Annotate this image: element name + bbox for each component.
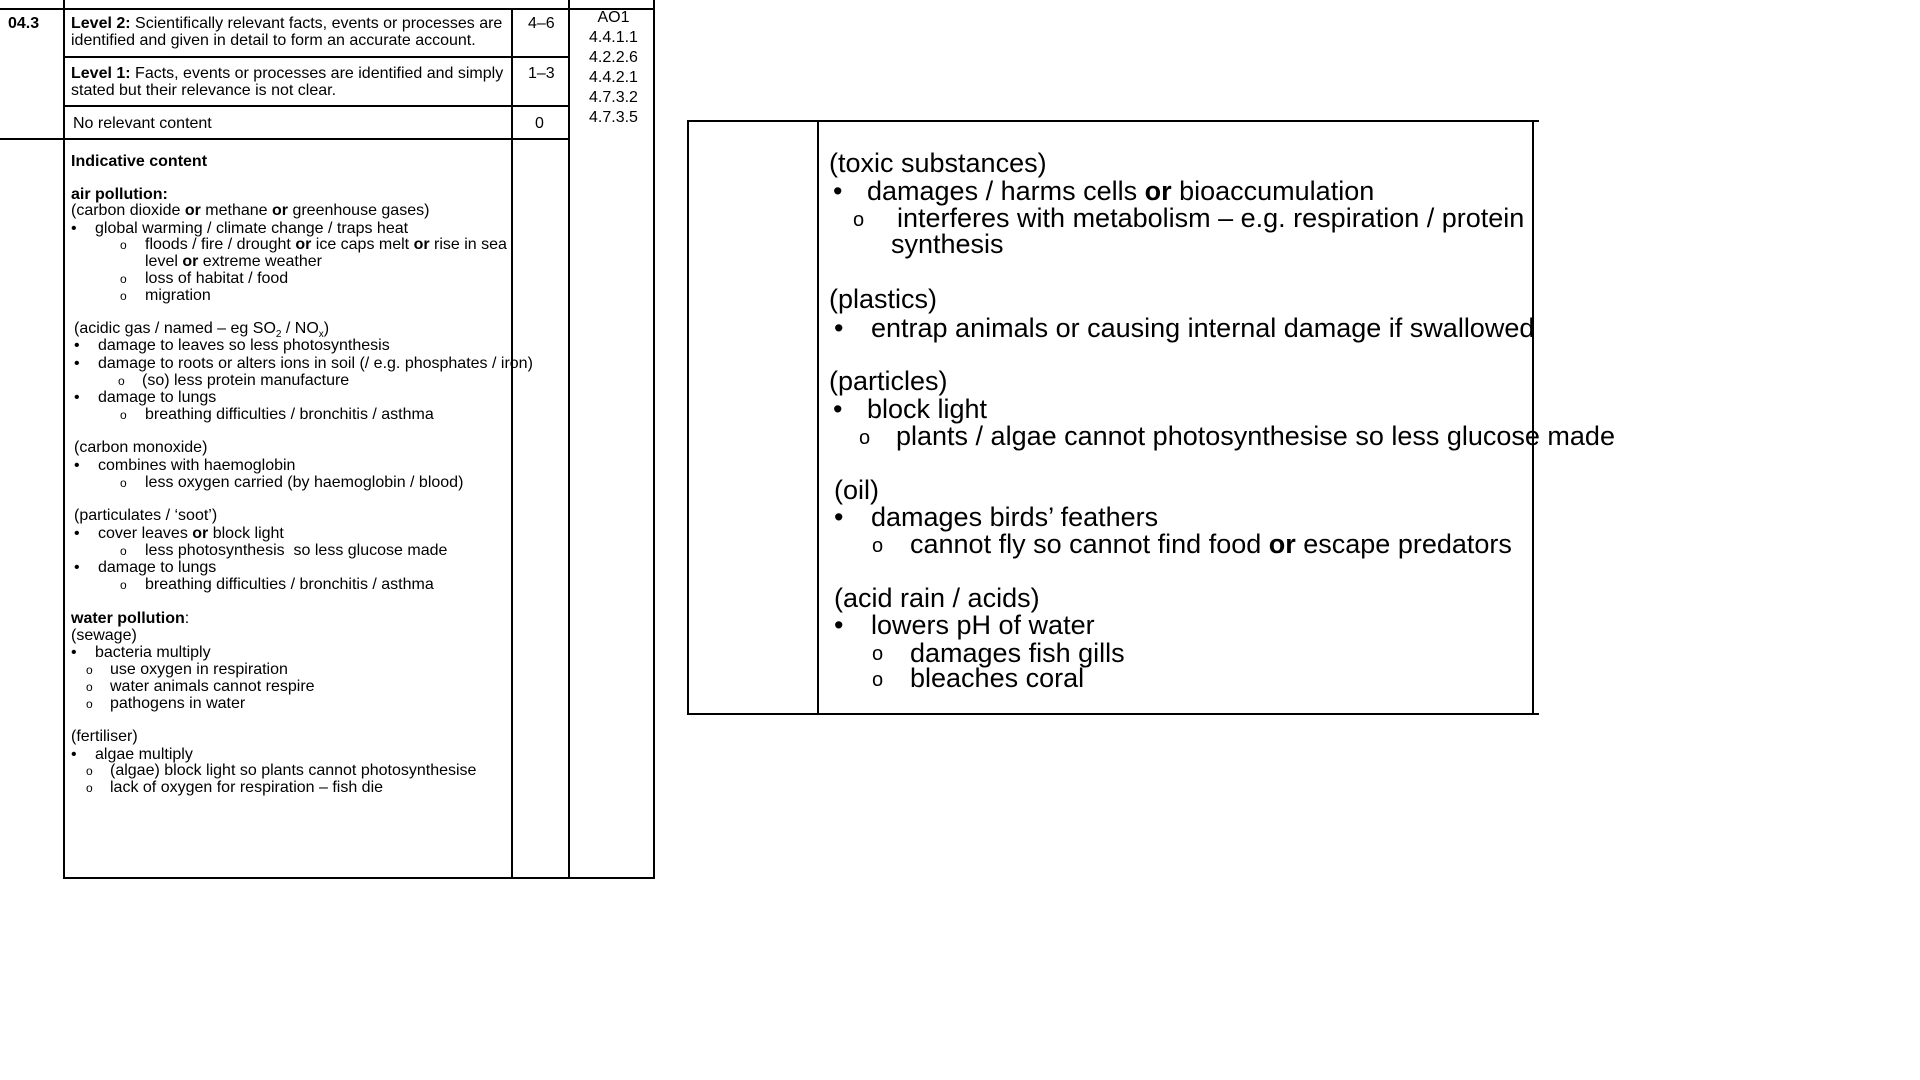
no-relevant-content: No relevant content bbox=[73, 115, 212, 132]
particulates-heading: (particulates / ‘soot’) bbox=[74, 507, 218, 524]
ao-ref: 4.7.3.2 bbox=[589, 89, 638, 106]
hollow-bullet-glyph: o bbox=[853, 209, 865, 231]
bullet-glyph: • bbox=[834, 502, 844, 532]
bullet-glyph: • bbox=[71, 220, 77, 237]
ao-ref: AO1 bbox=[597, 9, 630, 26]
list-item: plants / algae cannot photosynthesise so less glucose made bbox=[896, 421, 1615, 451]
list-item: block light bbox=[867, 394, 988, 424]
level-2-label: Level 2: bbox=[71, 15, 131, 32]
text-part: greenhouse gases) bbox=[288, 202, 430, 219]
hollow-bullet-glyph: o bbox=[120, 578, 127, 592]
text-part: or bbox=[192, 525, 209, 542]
question-number: 04.3 bbox=[8, 15, 40, 32]
list-item: damage to roots or alters ions in soil (/ e.g. phosphates / iron) bbox=[98, 355, 533, 372]
subscript: x bbox=[318, 329, 324, 341]
text-part: or bbox=[1144, 176, 1172, 206]
text-part: (carbon dioxide bbox=[71, 202, 185, 219]
table-border-col1 bbox=[817, 120, 819, 715]
list-item: (so) less protein manufacture bbox=[142, 372, 350, 389]
list-item: migration bbox=[145, 287, 211, 304]
text-part: damages / harms cells bbox=[867, 176, 1145, 206]
level-1-descriptor bbox=[71, 66, 503, 82]
hollow-bullet-glyph: o bbox=[120, 476, 127, 490]
list-item: lack of oxygen for respiration – fish die bbox=[110, 779, 384, 796]
hollow-bullet-glyph: o bbox=[86, 663, 93, 677]
list-item bbox=[98, 526, 284, 542]
co2-heading bbox=[71, 203, 429, 219]
text-part: rise in sea bbox=[429, 236, 507, 253]
level-2-marks: 4–6 bbox=[528, 15, 555, 32]
ao-ref: 4.4.2.1 bbox=[589, 69, 638, 86]
text-part: or bbox=[184, 202, 201, 219]
list-item: interferes with metabolism – e.g. respiration / protein bbox=[897, 203, 1525, 233]
bullet-glyph: • bbox=[74, 525, 80, 542]
text-part: or bbox=[413, 236, 430, 253]
list-item: global warming / climate change / traps heat bbox=[95, 220, 409, 237]
level-2-text-line2: identified and given in detail to form an accurate account. bbox=[71, 32, 476, 49]
hollow-bullet-glyph: o bbox=[86, 764, 93, 778]
text-part: cover leaves bbox=[98, 525, 193, 542]
level-1-text-line2: stated but their relevance is not clear. bbox=[71, 82, 337, 99]
hollow-bullet-glyph: o bbox=[872, 669, 884, 691]
hollow-bullet-glyph: o bbox=[120, 238, 127, 252]
table-border-top bbox=[0, 8, 654, 10]
list-item: damages birds’ feathers bbox=[871, 502, 1159, 532]
bullet-glyph: • bbox=[833, 394, 843, 424]
text-part: cannot fly so cannot find food bbox=[910, 529, 1269, 559]
text-part: ) bbox=[323, 320, 330, 337]
text-part: / NO bbox=[281, 320, 319, 337]
ao-ref: 4.4.1.1 bbox=[589, 29, 638, 46]
list-item: damage to leaves so less photosynthesis bbox=[98, 337, 390, 354]
no-content-marks: 0 bbox=[535, 115, 544, 132]
level-1-label: Level 1: bbox=[71, 65, 131, 82]
level-2-text: Scientifically relevant facts, events or processes are bbox=[130, 15, 503, 32]
particles-heading: (particles) bbox=[829, 366, 948, 396]
list-item: damages fish gills bbox=[910, 638, 1125, 668]
oil-heading: (oil) bbox=[834, 475, 879, 505]
bullet-glyph: • bbox=[74, 355, 80, 372]
list-item: entrap animals or causing internal damage if swallowed bbox=[871, 313, 1535, 343]
text-part: block light bbox=[208, 525, 284, 542]
text-part: (acidic gas / named – eg SO bbox=[74, 320, 276, 337]
text-part: escape predators bbox=[1295, 529, 1512, 559]
bullet-glyph: • bbox=[74, 559, 80, 576]
table-border-left bbox=[687, 120, 689, 715]
table-border-col3 bbox=[568, 0, 570, 878]
hollow-bullet-glyph: o bbox=[872, 643, 884, 665]
list-item: pathogens in water bbox=[110, 695, 246, 712]
ao-ref: 4.2.2.6 bbox=[589, 49, 638, 66]
text-part: floods / fire / drought bbox=[145, 236, 296, 253]
hollow-bullet-glyph: o bbox=[120, 289, 127, 303]
bullet-glyph: • bbox=[71, 746, 77, 763]
list-item: synthesis bbox=[891, 229, 1004, 259]
hollow-bullet-glyph: o bbox=[120, 544, 127, 558]
list-item bbox=[145, 254, 322, 270]
toxic-heading: (toxic substances) bbox=[829, 148, 1047, 178]
table-border-right bbox=[1532, 120, 1534, 715]
list-item: lowers pH of water bbox=[871, 610, 1095, 640]
table-border-bottom bbox=[687, 713, 1539, 715]
text-part: bioaccumulation bbox=[1171, 176, 1375, 206]
text-part: level bbox=[145, 253, 183, 270]
list-item: damage to lungs bbox=[98, 389, 217, 406]
text-part: ice caps melt bbox=[311, 236, 414, 253]
list-item: (algae) block light so plants cannot photosynthesise bbox=[110, 762, 477, 779]
text-part: or bbox=[1268, 529, 1296, 559]
fertiliser-heading: (fertiliser) bbox=[71, 728, 138, 745]
table-row-divider bbox=[0, 138, 569, 140]
bullet-glyph: • bbox=[834, 610, 844, 640]
hollow-bullet-glyph: o bbox=[118, 374, 125, 388]
hollow-bullet-glyph: o bbox=[120, 408, 127, 422]
bullet-glyph: • bbox=[74, 337, 80, 354]
list-item: bleaches coral bbox=[910, 663, 1085, 693]
hollow-bullet-glyph: o bbox=[120, 272, 127, 286]
table-border-top bbox=[687, 120, 1539, 122]
text-part: water pollution bbox=[71, 610, 185, 627]
bullet-glyph: • bbox=[834, 313, 844, 343]
bullet-glyph: • bbox=[74, 457, 80, 474]
acid-rain-heading: (acid rain / acids) bbox=[834, 583, 1040, 613]
ao-ref: 4.7.3.5 bbox=[589, 109, 638, 126]
list-item: water animals cannot respire bbox=[110, 678, 315, 695]
indicative-content-heading: Indicative content bbox=[71, 153, 208, 170]
list-item: loss of habitat / food bbox=[145, 270, 289, 287]
bullet-glyph: • bbox=[74, 389, 80, 406]
list-item bbox=[145, 237, 507, 253]
plastics-heading: (plastics) bbox=[829, 284, 938, 314]
text-part: or bbox=[295, 236, 312, 253]
hollow-bullet-glyph: o bbox=[86, 697, 93, 711]
hollow-bullet-glyph: o bbox=[859, 427, 871, 449]
list-item: use oxygen in respiration bbox=[110, 661, 288, 678]
list-item: damage to lungs bbox=[98, 559, 217, 576]
carbon-monoxide-heading: (carbon monoxide) bbox=[74, 439, 208, 456]
list-item: less oxygen carried (by haemoglobin / blood) bbox=[145, 474, 464, 491]
text-part: : bbox=[184, 610, 190, 627]
list-item: breathing difficulties / bronchitis / asthma bbox=[145, 406, 434, 423]
table-border-col1 bbox=[63, 0, 65, 878]
text-part: or bbox=[182, 253, 199, 270]
list-item: algae multiply bbox=[95, 746, 193, 763]
ao-references bbox=[589, 8, 638, 128]
table-row-divider bbox=[63, 56, 569, 58]
water-pollution-heading bbox=[71, 611, 189, 627]
text-part: extreme weather bbox=[198, 253, 322, 270]
sewage-heading: (sewage) bbox=[71, 627, 137, 644]
list-item bbox=[867, 178, 1374, 205]
air-pollution-heading: air pollution: bbox=[71, 186, 168, 203]
table-border-bottom bbox=[63, 877, 655, 879]
bullet-glyph: • bbox=[71, 644, 77, 661]
list-item bbox=[910, 531, 1512, 558]
hollow-bullet-glyph: o bbox=[86, 781, 93, 795]
bullet-glyph: • bbox=[833, 176, 843, 206]
list-item: breathing difficulties / bronchitis / asthma bbox=[145, 576, 434, 593]
level-1-marks: 1–3 bbox=[528, 65, 555, 82]
list-item: less photosynthesis so less glucose made bbox=[145, 542, 448, 559]
hollow-bullet-glyph: o bbox=[872, 535, 884, 557]
text-part: methane bbox=[200, 202, 272, 219]
level-2-descriptor bbox=[71, 16, 502, 32]
subscript: 2 bbox=[275, 329, 282, 341]
table-row-divider bbox=[63, 105, 569, 107]
list-item: bacteria multiply bbox=[95, 644, 211, 661]
table-border-right bbox=[653, 0, 655, 878]
list-item: combines with haemoglobin bbox=[98, 457, 296, 474]
hollow-bullet-glyph: o bbox=[86, 680, 93, 694]
level-1-text: Facts, events or processes are identified and simply bbox=[130, 65, 504, 82]
text-part: or bbox=[272, 202, 288, 219]
